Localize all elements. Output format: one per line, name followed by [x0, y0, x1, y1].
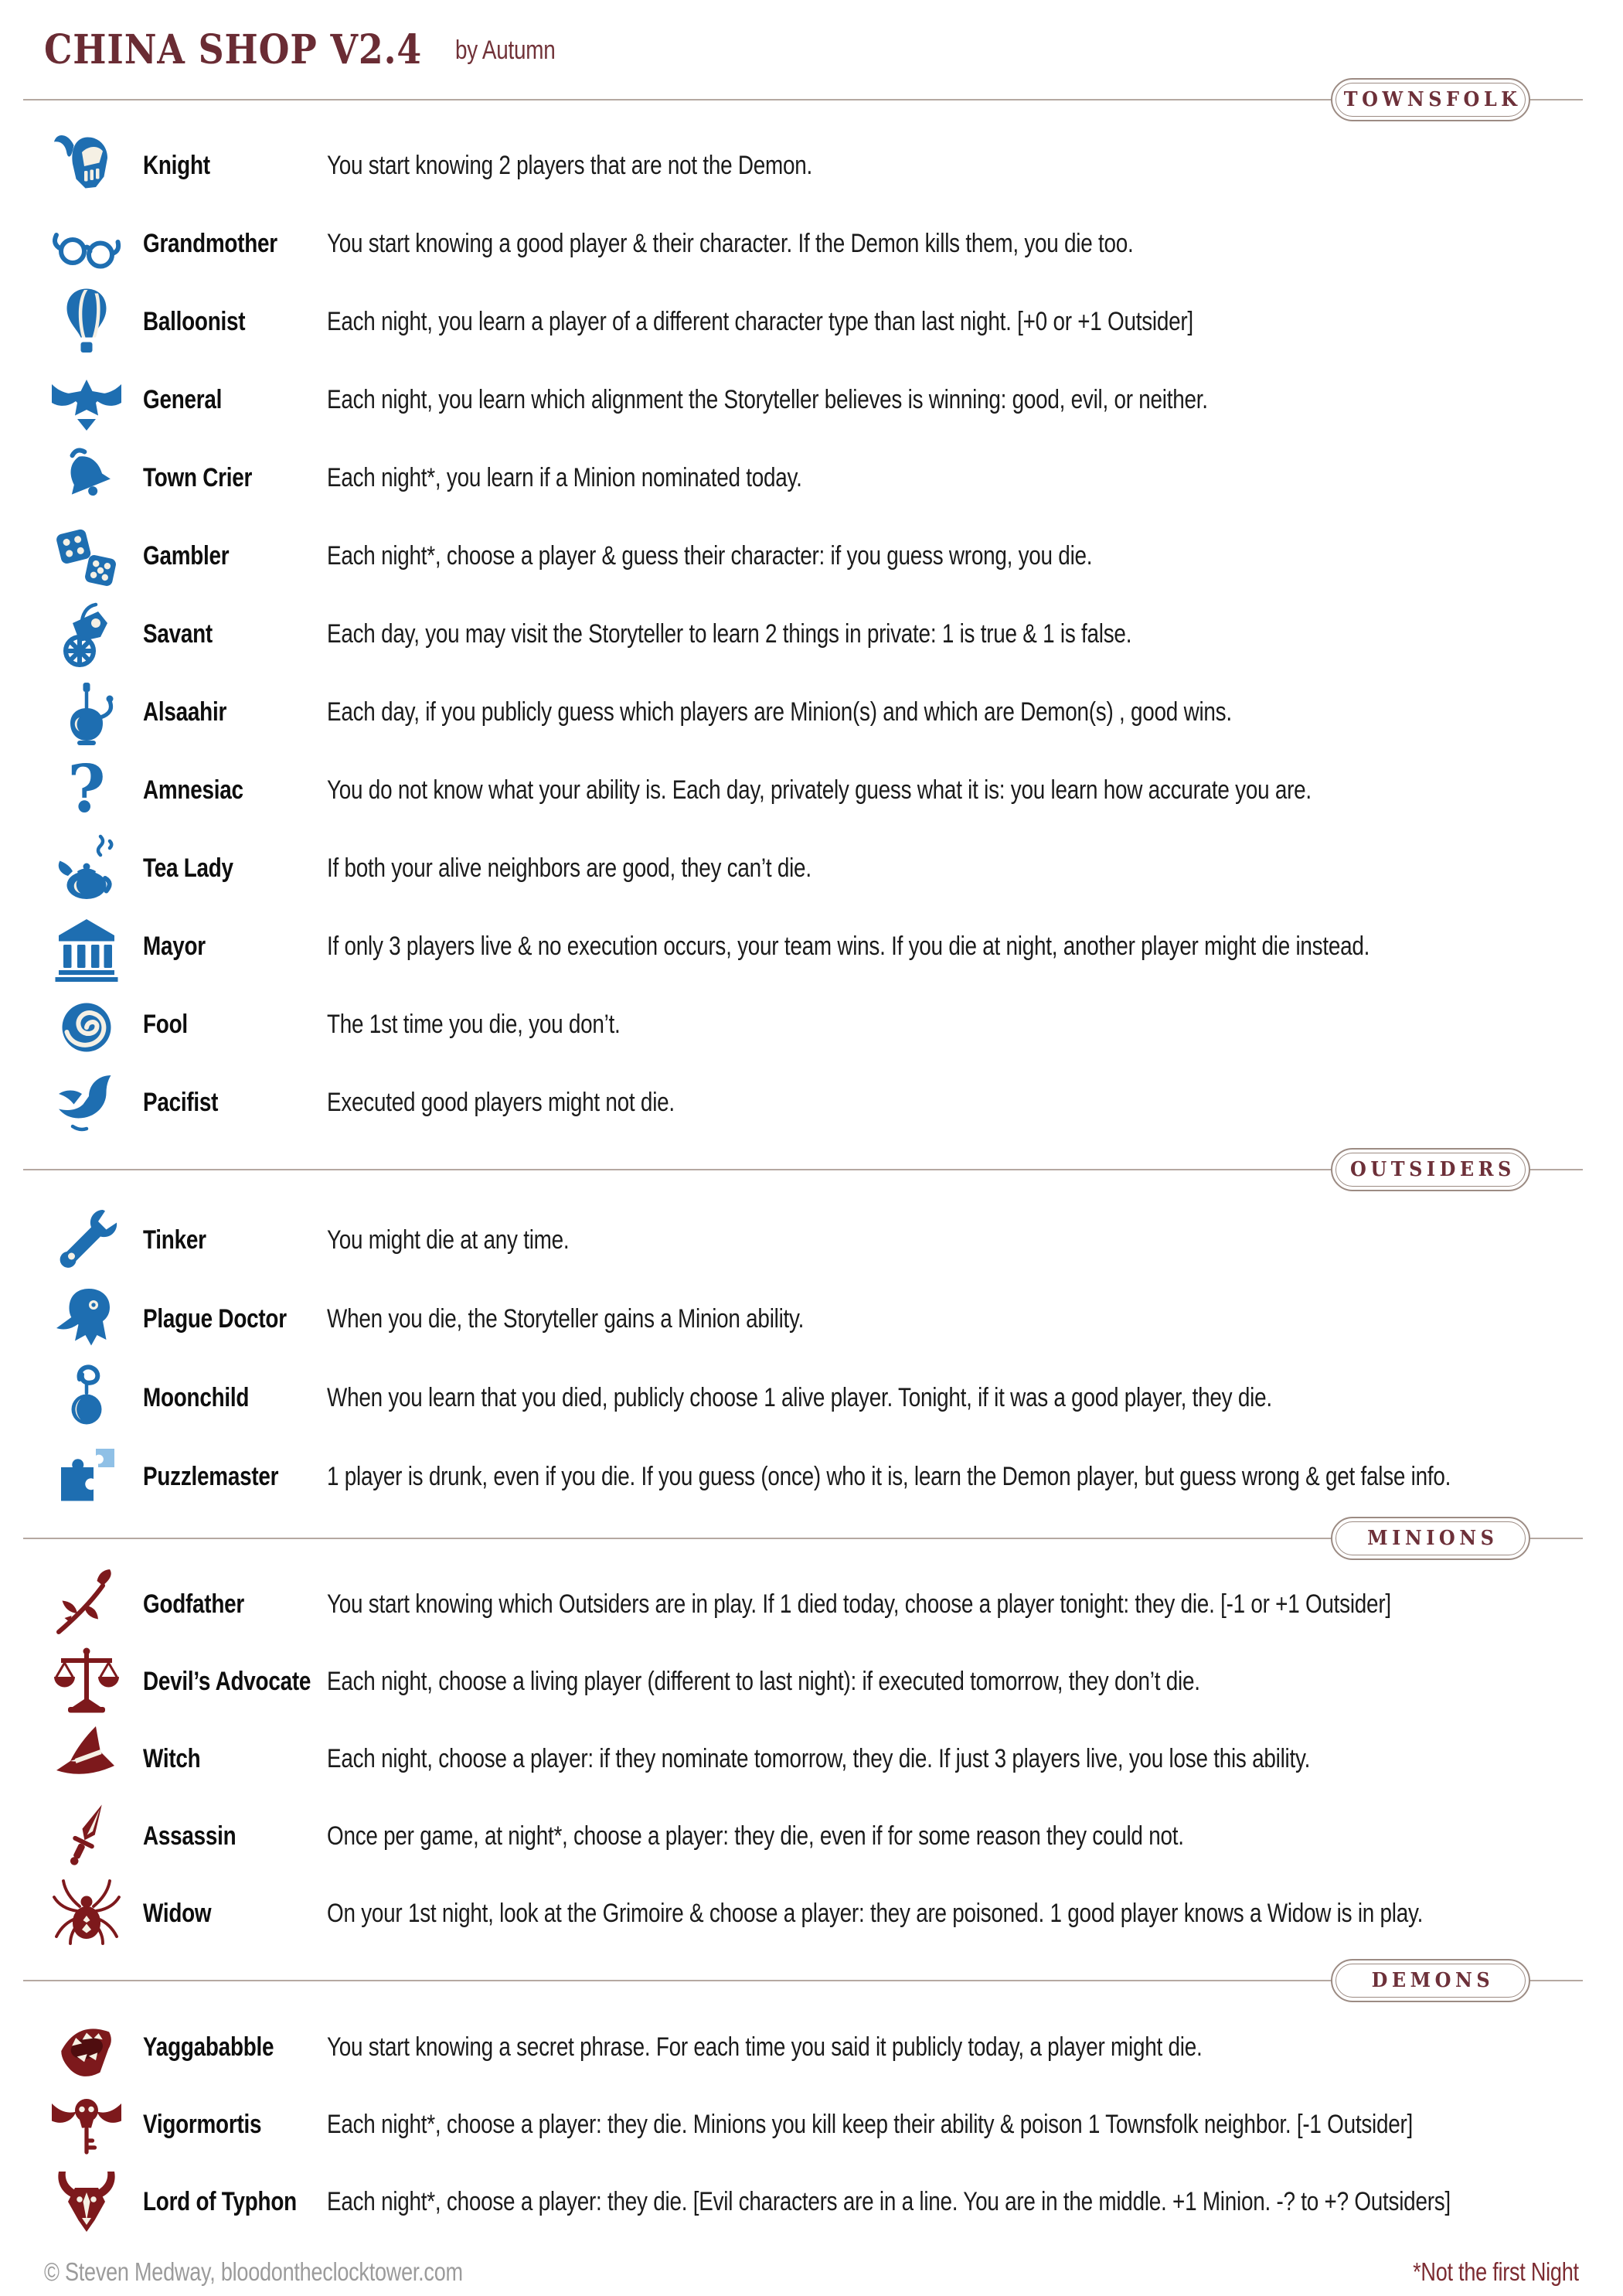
character-name: Witch: [143, 1743, 201, 1773]
town-crier-bell-icon: [44, 441, 129, 516]
character-name: Assassin: [143, 1821, 236, 1851]
character-name: Fool: [143, 1010, 188, 1039]
character-name: Tea Lady: [143, 853, 233, 883]
character-name: Gambler: [143, 541, 230, 571]
section-badge-frame: [1335, 1153, 1526, 1187]
character-ability: When you learn that you died, publicly choose 1 alive player. Tonight, if it was a good player, they die.: [327, 1382, 1272, 1412]
character-row: [44, 1358, 1579, 1437]
character-row: [44, 1279, 1579, 1358]
page-footer: [44, 2257, 1579, 2287]
section-townsfolk: [44, 77, 1579, 1142]
page-title: CHINA SHOP V2.4: [44, 26, 423, 73]
savant-contraption-icon: [44, 598, 129, 672]
character-name: Yaggababble: [143, 2032, 274, 2062]
typhon-bull-icon: [44, 2165, 129, 2239]
character-ability: You do not know what your ability is. Each day, privately guess what it is: you learn how accurate you are.: [327, 775, 1312, 805]
character-row: [44, 517, 1579, 595]
section-demons: [44, 1958, 1579, 2240]
character-row: [44, 2008, 1579, 2086]
character-ability: Each night*, you learn if a Minion nominated today.: [327, 463, 802, 492]
character-row: [44, 1643, 1579, 1720]
section-label: MINIONS: [1367, 1527, 1499, 1550]
alsaahir-hookah-icon: [44, 676, 129, 750]
character-name: Plague Doctor: [143, 1303, 287, 1334]
character-row: [44, 283, 1579, 361]
character-row: [44, 361, 1579, 439]
section-badge-demons: [1331, 1959, 1530, 2002]
character-ability: Each night, choose a living player (different to last night): if executed tomorrow, they don’t die.: [327, 1666, 1200, 1696]
yaggababble-mouth-icon: [44, 2010, 129, 2084]
section-label: OUTSIDERS: [1349, 1158, 1516, 1181]
character-name: Amnesiac: [143, 775, 243, 805]
plague-doctor-mask-icon: [44, 1282, 129, 1356]
character-ability: Executed good players might not die.: [327, 1088, 675, 1117]
character-ability: You start knowing which Outsiders are in play. If 1 died today, choose a player tonight: they die. [-1 or +1 Outsider]: [327, 1589, 1391, 1619]
section-minions: [44, 1516, 1579, 1952]
character-rows: [44, 127, 1579, 1142]
character-row: [44, 2163, 1579, 2240]
character-ability: You might die at any time.: [327, 1225, 570, 1255]
character-name: Devil’s Advocate: [143, 1666, 311, 1696]
section-badge-townsfolk: [1331, 78, 1530, 121]
character-name: Alsaahir: [143, 697, 227, 727]
character-row: [44, 1565, 1579, 1643]
character-row: [44, 205, 1579, 283]
character-name: Mayor: [143, 932, 206, 961]
character-name: Moonchild: [143, 1382, 250, 1412]
character-row: [44, 986, 1579, 1064]
tinker-wrench-icon: [44, 1203, 129, 1277]
assassin-dagger-icon: [44, 1799, 129, 1873]
character-ability: Each night*, choose a player & guess their character: if you guess wrong, you die.: [327, 541, 1093, 571]
character-name: Tinker: [143, 1225, 206, 1255]
knight-helmet-icon: [44, 129, 129, 203]
hot-air-balloon-icon: [44, 285, 129, 359]
character-ability: Each night, you learn a player of a different character type than last night. [+0 or +1 Outsider]: [327, 307, 1193, 336]
character-ability: On your 1st night, look at the Grimoire & choose a player: they are poisoned. 1 good player knows a Widow is in play.: [327, 1898, 1424, 1928]
page-byline: by Autumn: [455, 36, 556, 65]
gambler-dice-icon: [44, 519, 129, 594]
character-rows: [44, 1565, 1579, 1952]
character-name: Grandmother: [143, 229, 277, 258]
section-outsiders: [44, 1147, 1579, 1516]
character-row: [44, 673, 1579, 751]
tea-lady-teapot-icon: [44, 832, 129, 906]
character-ability: Each night*, choose a player: they die. [Evil characters are in a line. You are in the middle. +1 Minion. -? to +? Outsiders]: [327, 2186, 1451, 2216]
vigormortis-winged-skull-icon: [44, 2087, 129, 2161]
character-ability: The 1st time you die, you don’t.: [327, 1010, 621, 1039]
character-name: Vigormortis: [143, 2109, 262, 2139]
character-row: [44, 1797, 1579, 1875]
character-ability: Each day, you may visit the Storyteller to learn 2 things in private: 1 is true & 1 is false.: [327, 619, 1132, 649]
character-row: [44, 1064, 1579, 1142]
character-ability: You start knowing a good player & their character. If the Demon kills them, you die too.: [327, 229, 1134, 258]
sections-container: [44, 77, 1579, 2240]
svg-text:?: ?: [67, 753, 106, 827]
mayor-building-icon: [44, 910, 129, 984]
character-row: [44, 751, 1579, 829]
character-row: [44, 595, 1579, 673]
section-header-demons: [44, 1958, 1579, 2003]
character-row: [44, 908, 1579, 986]
pacifist-dove-icon: [44, 1066, 129, 1140]
first-night-note: *Not the first Night: [1413, 2257, 1579, 2286]
character-ability: Each night, you learn which alignment the Storyteller believes is winning: good, evil, or neither.: [327, 385, 1208, 414]
character-ability: Once per game, at night*, choose a player: they die, even if for some reason they could not.: [327, 1821, 1184, 1851]
godfather-rose-icon: [44, 1567, 129, 1641]
character-ability: Each day, if you publicly guess which players are Minion(s) and which are Demon(s) , good wins.: [327, 697, 1232, 727]
witch-hat-icon: [44, 1722, 129, 1796]
character-name: Town Crier: [143, 463, 253, 492]
character-name: General: [143, 385, 223, 414]
character-rows: [44, 2008, 1579, 2240]
section-label: TOWNSFOLK: [1343, 88, 1522, 111]
character-row: [44, 439, 1579, 517]
widow-spider-icon: [44, 1876, 129, 1950]
moonchild-pendant-icon: [44, 1361, 129, 1435]
character-name: Lord of Typhon: [143, 2186, 297, 2216]
copyright-text: © Steven Medway, bloodontheclocktower.com: [44, 2257, 463, 2286]
character-row: [44, 1437, 1579, 1516]
character-ability: If only 3 players live & no execution occurs, your team wins. If you die at night, another player might die instead.: [327, 932, 1370, 961]
character-ability: You start knowing a secret phrase. For each time you said it publicly today, a player might die.: [327, 2032, 1203, 2062]
section-badge-frame: [1335, 83, 1526, 117]
character-name: Savant: [143, 619, 213, 649]
section-header-minions: [44, 1516, 1579, 1561]
character-row: [44, 829, 1579, 908]
character-name: Godfather: [143, 1589, 244, 1619]
character-name: Pacifist: [143, 1088, 219, 1117]
section-header-townsfolk: [44, 77, 1579, 122]
page-header: [44, 0, 1579, 77]
character-name: Balloonist: [143, 307, 246, 336]
character-ability: 1 player is drunk, even if you die. If you guess (once) who it is, learn the Demon player, but guess wrong & get false info.: [327, 1461, 1451, 1491]
general-star-icon: [44, 363, 129, 438]
section-badge-frame: [1335, 1521, 1526, 1555]
character-row: [44, 2086, 1579, 2163]
character-ability: Each night, choose a player: if they nominate tomorrow, they die. If just 3 players live, you lose this ability.: [327, 1743, 1311, 1773]
section-badge-outsiders: [1331, 1148, 1530, 1191]
amnesiac-question-mark-icon: [44, 754, 129, 828]
character-ability: If both your alive neighbors are good, they can’t die.: [327, 853, 812, 883]
section-badge-minions: [1331, 1517, 1530, 1560]
character-row: [44, 1720, 1579, 1797]
section-label: DEMONS: [1371, 1969, 1495, 1992]
character-row: [44, 127, 1579, 205]
character-row: [44, 1875, 1579, 1952]
scales-icon: [44, 1644, 129, 1719]
character-row: [44, 1201, 1579, 1279]
section-badge-frame: [1335, 1964, 1526, 1998]
character-name: Puzzlemaster: [143, 1461, 279, 1491]
fool-swirl-icon: [44, 988, 129, 1062]
character-name: Knight: [143, 151, 210, 180]
grandmother-spectacles-icon: [44, 207, 129, 281]
character-ability: You start knowing 2 players that are not the Demon.: [327, 151, 813, 180]
section-header-outsiders: [44, 1147, 1579, 1192]
character-ability: Each night*, choose a player: they die. Minions you kill keep their ability & poison 1 Townsfolk neighbor. [-1 Outsider]: [327, 2109, 1414, 2139]
character-name: Widow: [143, 1898, 212, 1928]
character-ability: When you die, the Storyteller gains a Minion ability.: [327, 1303, 805, 1334]
puzzle-pieces-icon: [44, 1439, 129, 1514]
character-rows: [44, 1201, 1579, 1516]
